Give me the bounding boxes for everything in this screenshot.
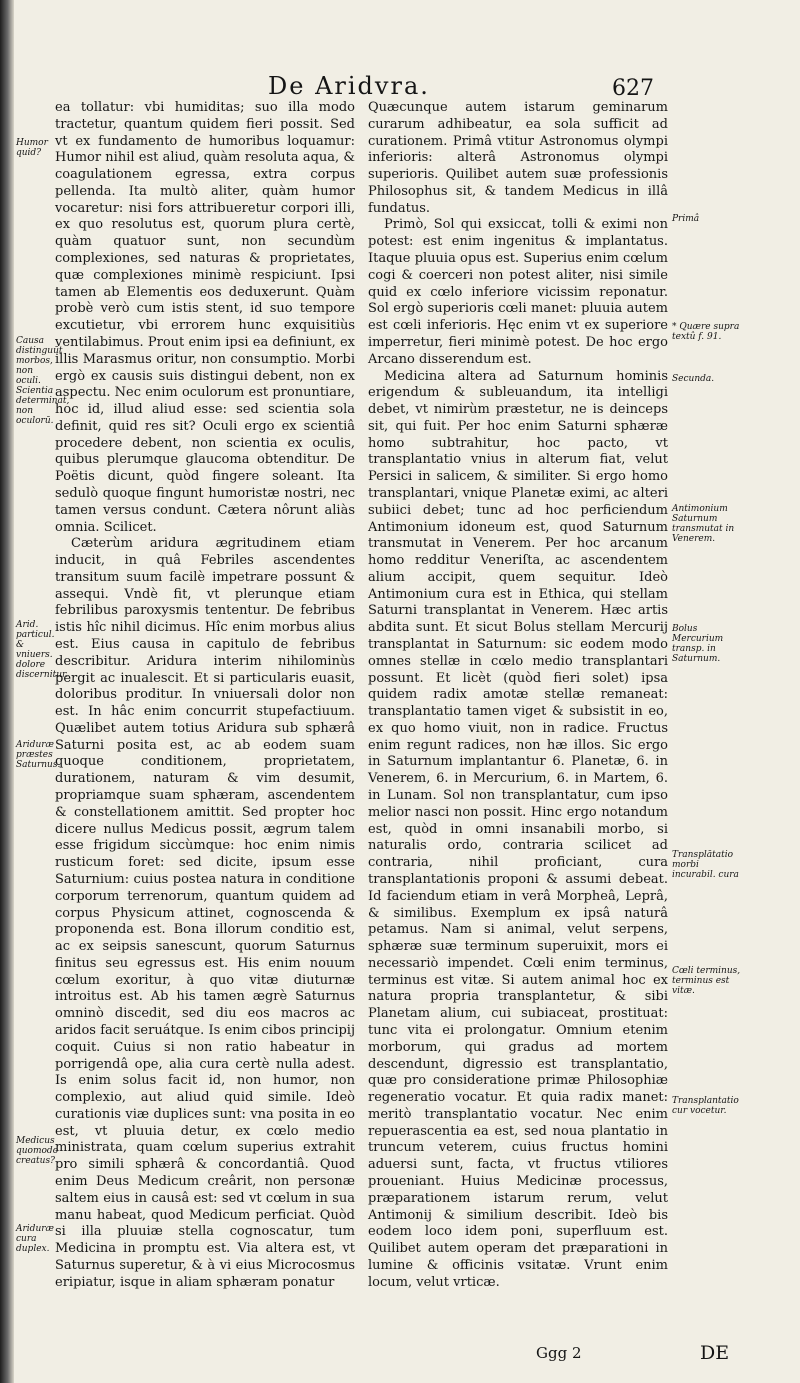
margin-note: Transplātatio morbi incurabil. cura bbox=[672, 850, 739, 880]
margin-note: * Quære supra textû f. 91. bbox=[672, 322, 740, 342]
right-column bbox=[368, 100, 668, 1295]
margin-note: Transplantatio cur vocetur. bbox=[672, 1096, 739, 1116]
signature-mark: Ggg 2 bbox=[536, 1344, 582, 1362]
paragraph: ea tollatur: vbi humiditas; suo illa modo tractetur, quantum quidem fieri possit. Sed vt ex fundamento de humoribus loquamur: Humor nihil est aliud, quàm resoluta aqua, & coagulationem egressa, extra corpus pellenda. Ita multò aliter, quàm humor vocaretur: nisi fors attribueretur corpori illi, ex quo resolutus est, quorum plura certè, quàm quatuor sunt, non secundùm complexiones, sed naturas & proprietates, quæ complexiones minimè respiciunt. Ipsi tamen ab Elementis eos deduxerunt. Quàm probè verò cum istis stent, id suo tempore excutietur, vbi errorem hunc exquisitiùs ventilabimus. Prout enim ipsi ea definiunt, ex illis Marasmus oritur, non consumptio. Morbi ergò ex causis suis distingui debent, non ex aspectu. Nec enim oculorum est pronuntiare, hoc id, illud aliud esse: sed scientia sola definit, quid res sit? Oculi ergo ex scientiâ procedere debent, non scientia ex oculis, quibus plerumque glaucoma obtenditur. De Poëtis dicunt, quòd fingere soleant. Ita sedulò quoque fingunt humoristæ nostri, nec tamen versus condunt. Cætera nôrunt aliàs omnia. Scilicet. bbox=[55, 100, 355, 535]
margin-note: Ariduræ præstes Saturnus. bbox=[16, 740, 61, 770]
margin-note: Causa distinguūt morbos, non oculi. Scientia determinat, non oculorū. bbox=[16, 336, 70, 426]
left-margin-notes bbox=[16, 0, 70, 1383]
right-margin-notes bbox=[672, 0, 744, 1383]
binding-shadow bbox=[0, 0, 14, 1383]
margin-note: Cœli terminus, terminus est vitæ. bbox=[672, 966, 741, 996]
left-column bbox=[55, 100, 355, 1295]
margin-note: Medicus quomodo creatus? bbox=[16, 1136, 59, 1166]
margin-note: Humor quid? bbox=[16, 138, 48, 158]
margin-note: Ariduræ cura duplex. bbox=[16, 1224, 54, 1254]
margin-note: Secunda. bbox=[672, 374, 715, 384]
margin-note: Bolus Mercurium transp. in Saturnum. bbox=[672, 624, 724, 664]
margin-note: Arid. particul. & vniuers. dolore discernitur. bbox=[16, 620, 69, 680]
page-number: 627 bbox=[612, 76, 654, 101]
catchword: DE bbox=[700, 1342, 730, 1364]
running-title: De Aridvra. bbox=[268, 72, 430, 100]
paragraph: Primò, Sol qui exsiccat, tolli & eximi non potest: est enim ingenitus & implantatus. Itaque pluuia opus est. Superius enim cœlum cogi & coerceri non potest aliter, nisi simile quid ex cœlo inferiore vicissim reponatur. Sol ergò superioris cœli manet: pluuia autem est cœli inferioris. Hęc enim vt ex superiore imperretur, fieri minimè potest. De hoc ergo Arcano disserendum est. bbox=[368, 217, 668, 367]
paragraph: Medicina altera ad Saturnum hominis erigendum & subleuandum, ita intelligi debet, vt nimirùm præstetur, ne is deinceps sit, qui fuit. Per hoc enim Saturni sphæræ homo subtrahitur, hoc pacto, vt transplantatio vnius in alterum fiat, velut Persici in salicem, & similiter. Si ergo homo transplantari, vnique Planetæ eximi, ac alteri subiici debet; tunc ad hoc perficiendum Antimonium idoneum est, quod Saturnum transmutat in Venerem. Per hoc arcanum homo redditur Veneriſta, ac ascendentem alium accipit, quem sequitur. Ideò Antimonium cura est in Ethica, qui stellam Saturni transplantat in Venerem. Hæc artis abdita sunt. Et sicut Bolus stellam Mercurij transplantat in Saturnum: sic eodem modo omnes stellæ in cœlo medio transplantari possunt. Et licèt (quòd fieri solet) ipsa quidem radix amotæ stellæ remaneat: transplantatio tamen viget & subsistit in eo, ex quo homo viuit, non in radice. Fructus enim regunt radices, non hæ illos. Sic ergo in Saturnum implantantur 6. Planetæ, 6. in Venerem, 6. in Mercurium, 6. in Martem, 6. in Lunam. Sol non transplantatur, cum ipso melior nasci non possit. Hinc ergo notandum est, quòd in omni insanabili morbo, si naturalis ordo, contraria scilicet ad contraria, nihil proficiant, cura transplantationis proponi & assumi debeat. Id faciendum etiam in verâ Morpheâ, Leprâ, & similibus. Exemplum ex ipsâ naturâ petamus. Nam si animal, velut serpens, sphæræ suæ terminum superuixit, mors ei necessariò impendet. Cœli enim terminus, terminus est vitæ. Si autem animal hoc ex natura propria transplantetur, & sibi Planetam alium, cui subiaceat, prostituat: tunc vita ei prolongatur. Omnium etenim morborum, qui gradus ad mortem descendunt, digressio est transplantatio, quæ pro consideratione primæ Philosophiæ regeneratio vocatur. Et quia radix manet: meritò transplantatio vocatur. Nec enim repuerascentia ea est, sed noua plantatio in truncum veterem, cuius fructus homini aduersi sunt, facta, vt fructus vtiliores proueniant. Huius Medicinæ processus, præparationem istarum rerum, velut Antimonij & similium describit. Ideò bis eodem loco idem poni, superfluum est. Quilibet autem operam det præparationi in lumine & officinis vsitatæ. Vrunt enim locum, velut vrticæ. bbox=[368, 368, 668, 1290]
paragraph: Quæcunque autem istarum geminarum curarum adhibeatur, ea sola sufficit ad curationem. Primâ vtitur Astronomus olympi inferioris: alterâ Astronomus olympi superioris. Quilibet autem suæ professionis Philosophus sit, & tandem Medicus in illâ fundatus. bbox=[368, 100, 668, 216]
margin-note: Primâ bbox=[672, 214, 700, 224]
margin-note: Antimonium Saturnum transmutat in Venerem. bbox=[672, 504, 735, 544]
paragraph: Cæterùm aridura ægritudinem etiam inducit, in quâ Febriles ascendentes transitum suum facilè impetrare possunt & assequi. Vndè fit, vt plerunque etiam febrilibus paroxysmis tententur. De febribus istis hîc nihil dicimus. Hîc enim morbus alius est. Eius causa in capitulo de febribus describitur. Aridura interim nihilominùs pergit ac inualescit. Et si particularis euasit, doloribus proditur. In vniuersali dolor non est. In hâc enim concurrit stupefactiuum. Quælibet autem totius Aridura sub sphærâ Saturni posita est, ac ab eodem suam quoque conditionem, proprietatem, durationem, naturam & vim desumit, propriamque suam sphæram, ascendentem & constellationem amittit. Sed propter hoc dicere nullus Medicus possit, ægrum talem esse frigidum siccùmque: hoc enim nimis rusticum foret: sed dicite, ipsum esse Saturnium: cuius postea natura in conditione corporum terrenorum, quantum quidem ad corpus Physicum attinet, cognoscenda & proponenda est. Bona illorum conditio est, ac ex seipsis sanescunt, quorum Saturnus finitus seu egressus est. His enim nouum cœlum exoritur, à quo vitæ diuturnæ introitus est. Ab his tamen ægrè Saturnus omninò discedit, sed diu eos macros ac aridos facit seruátque. Is enim cibos principij coquit. Cuius si non ratio habeatur in porrigendâ ope, alia cura certè nulla adest. Is enim solus facit id, non humor, non complexio, aut aliud quid simile. Ideò curationis viæ duplices sunt: vna posita in eo est, vt pluuia detur, ex cœlo medio ministrata, quam cœlum superius extrahit pro simili sphærâ & concordantiâ. Quod enim Deus Medicum creârit, non personæ saltem eius in causâ est: sed vt cœlum in sua manu habeat, quod Medicum perficiat. Quòd si illa pluuiæ stella cognoscatur, tum Medicina in promptu est. Via altera est, vt Saturnus superetur, & à vi eius Microcosmus eripiatur, isque in aliam sphæram ponatur bbox=[55, 536, 355, 1290]
